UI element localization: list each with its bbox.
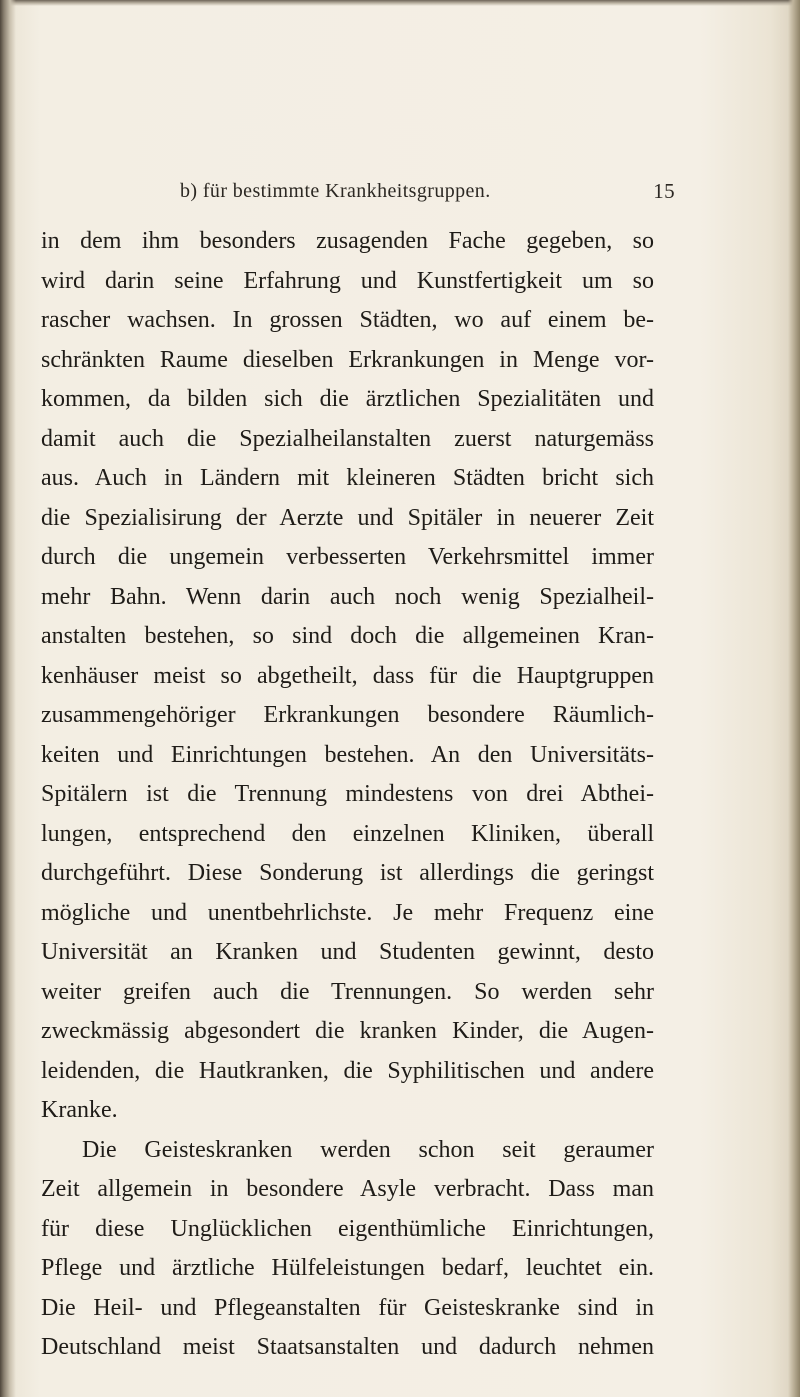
page-number: 15: [653, 179, 675, 203]
text-line: lungen, entsprechend den einzelnen Kliniken, überall: [41, 820, 654, 847]
page-right-edge: [788, 0, 800, 1397]
running-head-title: b) für bestimmte Krankheitsgruppen.: [180, 180, 491, 202]
text-line: zweckmässig abgesondert die kranken Kinder, die Augen-: [41, 1018, 654, 1044]
text-line: Die Geisteskranken werden schon seit geraumer: [82, 1136, 654, 1163]
text-line: in dem ihm besonders zusagenden Fache gegeben, so: [41, 228, 654, 254]
page-top-edge: [0, 0, 800, 6]
text-line: Deutschland meist Staatsanstalten und dadurch nehmen: [41, 1334, 654, 1360]
text-line: Pflege und ärztliche Hülfeleistungen bedarf, leuchtet ein.: [41, 1255, 654, 1281]
text-line: Spitälern ist die Trennung mindestens von drei Abthei-: [41, 781, 654, 807]
text-line: damit auch die Spezialheilanstalten zuerst naturgemäss: [41, 425, 654, 452]
text-line: zusammengehöriger Erkrankungen besondere Räumlich-: [41, 702, 654, 728]
text-line: schränkten Raume dieselben Erkrankungen in Menge vor-: [41, 346, 654, 373]
text-line: rascher wachsen. In grossen Städten, wo auf einem be-: [41, 307, 654, 333]
text-line: leidenden, die Hautkranken, die Syphilitischen und andere: [41, 1057, 654, 1084]
text-line: anstalten bestehen, so sind doch die allgemeinen Kran-: [41, 623, 654, 649]
text-line: Zeit allgemein in besondere Asyle verbracht. Dass man: [41, 1176, 654, 1202]
text-line: weiter greifen auch die Trennungen. So werden sehr: [41, 978, 654, 1005]
text-line: Universität an Kranken und Studenten gewinnt, desto: [41, 939, 654, 965]
text-line: Kranke.: [41, 1097, 118, 1123]
text-line: durchgeführt. Diese Sonderung ist allerdings die geringst: [41, 860, 654, 886]
text-line: kenhäuser meist so abgetheilt, dass für die Hauptgruppen: [41, 662, 654, 689]
text-line: mehr Bahn. Wenn darin auch noch wenig Spezialheil-: [41, 583, 654, 610]
text-line: keiten und Einrichtungen bestehen. An den Universitäts-: [41, 741, 654, 768]
text-line: die Spezialisirung der Aerzte und Spitäler in neuerer Zeit: [41, 504, 654, 531]
text-line: mögliche und unentbehrlichste. Je mehr Frequenz eine: [41, 899, 654, 926]
text-line: kommen, da bilden sich die ärztlichen Spezialitäten und: [41, 386, 654, 412]
text-line: aus. Auch in Ländern mit kleineren Städten bricht sich: [41, 465, 654, 491]
text-line: wird darin seine Erfahrung und Kunstfertigkeit um so: [41, 267, 654, 294]
book-spine-shadow: [0, 0, 16, 1397]
text-line: durch die ungemein verbesserten Verkehrsmittel immer: [41, 544, 654, 570]
text-line: für diese Unglücklichen eigenthümliche Einrichtungen,: [41, 1215, 654, 1242]
running-head: [180, 180, 680, 208]
text-line: Die Heil- und Pflegeanstalten für Geisteskranke sind in: [41, 1294, 654, 1321]
body-text: [41, 222, 654, 1368]
